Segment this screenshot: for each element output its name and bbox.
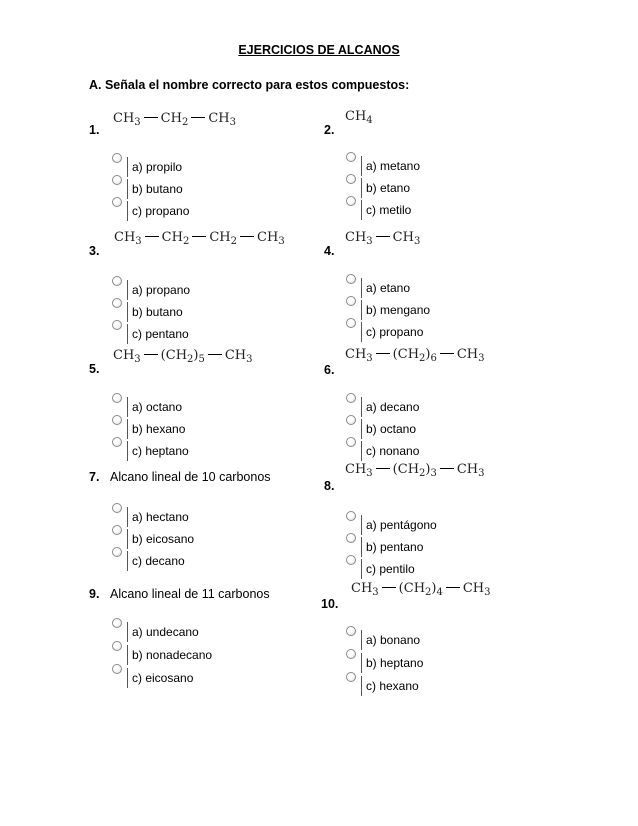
- formula-text: ): [425, 462, 431, 477]
- question-4-formula: [345, 230, 420, 247]
- bond-line: [145, 236, 159, 237]
- formula-text: CH: [114, 230, 136, 245]
- formula-subscript: 3: [246, 354, 253, 365]
- divider: [361, 322, 362, 342]
- divider: [127, 324, 128, 344]
- formula-text: CH: [208, 111, 230, 126]
- question-2-number: 2.: [324, 123, 335, 137]
- question-6-formula: [345, 347, 485, 364]
- bond-line: [192, 236, 206, 237]
- radio-button[interactable]: [346, 393, 356, 403]
- radio-button[interactable]: [346, 555, 356, 565]
- option-label: c) eicosano: [132, 671, 194, 685]
- radio-button[interactable]: [346, 196, 356, 206]
- option-label: c) decano: [132, 554, 185, 568]
- divider: [361, 630, 362, 650]
- radio-button[interactable]: [112, 175, 122, 185]
- option-label: a) metano: [366, 159, 421, 173]
- divider: [127, 157, 128, 177]
- divider: [361, 653, 362, 673]
- formula-text: CH: [456, 462, 479, 477]
- option-label: b) etano: [366, 181, 411, 195]
- question-9-text: Alcano lineal de 11 carbonos: [110, 587, 270, 601]
- question-5-number: 5.: [89, 362, 100, 376]
- formula-text: CH: [456, 347, 479, 362]
- bond-line: [144, 117, 158, 118]
- radio-button[interactable]: [112, 641, 122, 651]
- radio-button[interactable]: [346, 415, 356, 425]
- formula-subscript: 3: [229, 117, 237, 128]
- radio-button[interactable]: [112, 415, 122, 425]
- divider: [127, 179, 128, 199]
- formula-text: CH: [345, 230, 367, 245]
- formula-subscript: 3: [366, 353, 373, 364]
- radio-button[interactable]: [112, 503, 122, 513]
- formula-text: (CH: [398, 581, 426, 596]
- divider: [127, 529, 128, 549]
- radio-button[interactable]: [112, 547, 122, 557]
- question-8-number: 8.: [324, 479, 335, 493]
- option-label: a) propano: [132, 283, 191, 297]
- divider: [127, 622, 128, 642]
- radio-button[interactable]: [346, 174, 356, 184]
- option-label: b) nonadecano: [132, 648, 213, 662]
- divider: [361, 419, 362, 439]
- radio-button[interactable]: [112, 276, 122, 286]
- divider: [127, 397, 128, 417]
- formula-subscript: 3: [478, 353, 485, 364]
- radio-button[interactable]: [346, 672, 356, 682]
- option-label: b) mengano: [366, 303, 431, 317]
- page-title: EJERCICIOS DE ALCANOS: [238, 43, 400, 57]
- formula-subscript: 2: [425, 587, 432, 598]
- formula-text: ): [193, 348, 199, 363]
- divider: [127, 551, 128, 571]
- divider: [361, 156, 362, 176]
- option-label: a) hectano: [132, 510, 189, 524]
- formula-text: CH: [224, 348, 247, 363]
- divider: [127, 441, 128, 461]
- formula-subscript: 3: [366, 236, 373, 247]
- question-3-formula: [114, 230, 285, 247]
- divider: [361, 537, 362, 557]
- bond-line: [440, 468, 454, 469]
- formula-subscript: 3: [478, 468, 485, 479]
- option-label: c) pentilo: [366, 562, 415, 576]
- formula-text: CH: [345, 347, 367, 362]
- question-5-formula: [113, 348, 253, 365]
- divider: [127, 419, 128, 439]
- formula-text: (CH: [160, 348, 188, 363]
- bond-line: [376, 353, 390, 354]
- radio-button[interactable]: [346, 437, 356, 447]
- formula-text: (CH: [392, 347, 420, 362]
- formula-subscript: 3: [372, 587, 379, 598]
- formula-subscript: 2: [182, 236, 190, 247]
- formula-text: CH: [209, 230, 231, 245]
- question-7-number: 7.: [89, 470, 100, 484]
- radio-button[interactable]: [112, 618, 122, 628]
- option-label: b) butano: [132, 182, 183, 196]
- formula-text: CH: [345, 462, 367, 477]
- option-label: c) metilo: [366, 203, 412, 217]
- radio-button[interactable]: [346, 318, 356, 328]
- bond-line: [208, 354, 222, 355]
- formula-subscript: 5: [198, 354, 205, 365]
- divider: [361, 300, 362, 320]
- option-label: a) octano: [132, 400, 183, 414]
- formula-subscript: 4: [436, 587, 443, 598]
- radio-button[interactable]: [346, 533, 356, 543]
- question-1-formula: [113, 111, 236, 128]
- option-label: a) bonano: [366, 633, 421, 647]
- divider: [127, 201, 128, 221]
- formula-subscript: 6: [430, 353, 437, 364]
- formula-subscript: 4: [366, 115, 373, 126]
- formula-text: CH: [113, 111, 135, 126]
- option-label: b) eicosano: [132, 532, 195, 546]
- radio-button[interactable]: [112, 197, 122, 207]
- question-10-formula: [351, 581, 491, 598]
- bond-line: [191, 117, 205, 118]
- option-label: c) pentano: [132, 327, 189, 341]
- formula-subscript: 2: [419, 353, 426, 364]
- radio-button[interactable]: [346, 152, 356, 162]
- bond-line: [376, 236, 390, 237]
- option-label: c) nonano: [366, 444, 420, 458]
- option-label: b) pentano: [366, 540, 424, 554]
- divider: [361, 200, 362, 220]
- formula-text: ): [425, 347, 431, 362]
- question-6-number: 6.: [324, 363, 335, 377]
- option-label: c) heptano: [132, 444, 189, 458]
- question-3-number: 3.: [89, 244, 100, 258]
- bond-line: [376, 468, 390, 469]
- divider: [361, 676, 362, 696]
- option-label: c) propano: [132, 204, 190, 218]
- radio-button[interactable]: [346, 274, 356, 284]
- option-label: a) propilo: [132, 160, 183, 174]
- divider: [361, 278, 362, 298]
- bond-line: [240, 236, 254, 237]
- option-label: c) hexano: [366, 679, 419, 693]
- formula-subscript: 3: [484, 587, 491, 598]
- radio-button[interactable]: [112, 153, 122, 163]
- question-10-number: 10.: [321, 597, 339, 611]
- bond-line: [382, 587, 396, 588]
- question-9-number: 9.: [89, 587, 100, 601]
- question-7-text: Alcano lineal de 10 carbonos: [110, 470, 271, 484]
- formula-text: CH: [161, 230, 183, 245]
- formula-text: CH: [345, 109, 367, 124]
- radio-button[interactable]: [346, 649, 356, 659]
- formula-text: CH: [160, 111, 182, 126]
- formula-subscript: 2: [419, 468, 426, 479]
- formula-subscript: 3: [366, 468, 373, 479]
- formula-subscript: 3: [413, 236, 421, 247]
- radio-button[interactable]: [346, 296, 356, 306]
- divider: [361, 178, 362, 198]
- radio-button[interactable]: [346, 511, 356, 521]
- divider: [127, 668, 128, 688]
- formula-subscript: 2: [187, 354, 194, 365]
- formula-text: ): [431, 581, 437, 596]
- radio-button[interactable]: [112, 320, 122, 330]
- question-4-number: 4.: [324, 244, 335, 258]
- bond-line: [144, 354, 158, 355]
- formula-subscript: 3: [430, 468, 437, 479]
- option-label: b) heptano: [366, 656, 424, 670]
- radio-button[interactable]: [112, 393, 122, 403]
- divider: [361, 515, 362, 535]
- formula-subscript: 3: [135, 236, 142, 247]
- option-label: a) undecano: [132, 625, 199, 639]
- formula-subscript: 2: [230, 236, 238, 247]
- option-label: a) decano: [366, 400, 420, 414]
- option-label: b) hexano: [132, 422, 186, 436]
- formula-text: CH: [392, 230, 414, 245]
- divider: [127, 645, 128, 665]
- divider: [361, 397, 362, 417]
- radio-button[interactable]: [346, 626, 356, 636]
- formula-text: (CH: [392, 462, 420, 477]
- bond-line: [446, 587, 460, 588]
- formula-text: CH: [351, 581, 373, 596]
- question-2-formula: [345, 109, 373, 126]
- radio-button[interactable]: [112, 525, 122, 535]
- option-label: b) butano: [132, 305, 183, 319]
- formula-subscript: 3: [278, 236, 285, 247]
- radio-button[interactable]: [112, 437, 122, 447]
- bond-line: [440, 353, 454, 354]
- divider: [361, 441, 362, 461]
- divider: [361, 559, 362, 579]
- radio-button[interactable]: [112, 298, 122, 308]
- formula-subscript: 3: [134, 117, 141, 128]
- option-label: b) octano: [366, 422, 417, 436]
- formula-text: CH: [462, 581, 485, 596]
- formula-text: CH: [257, 230, 279, 245]
- option-label: a) pentágono: [366, 518, 437, 532]
- option-label: c) propano: [366, 325, 424, 339]
- question-1-number: 1.: [89, 123, 100, 137]
- question-8-formula: [345, 462, 485, 479]
- divider: [127, 280, 128, 300]
- section-heading: A. Señala el nombre correcto para estos compuestos:: [89, 78, 410, 92]
- formula-subscript: 3: [134, 354, 141, 365]
- formula-text: CH: [113, 348, 135, 363]
- divider: [127, 507, 128, 527]
- option-label: a) etano: [366, 281, 411, 295]
- divider: [127, 302, 128, 322]
- radio-button[interactable]: [112, 664, 122, 674]
- formula-subscript: 2: [181, 117, 189, 128]
